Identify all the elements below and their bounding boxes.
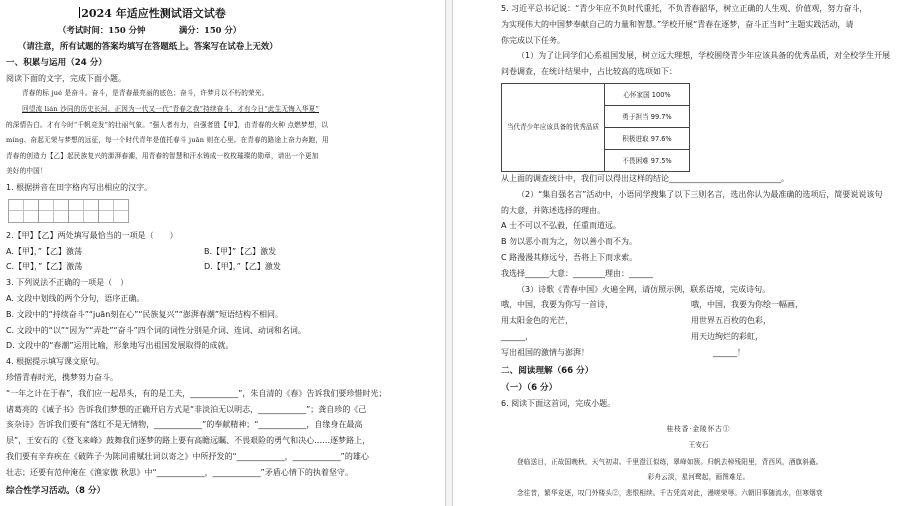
q4-line: “一年之计在于春”，我们应一起昂头，有的是工夫，____________”，朱自清的《春》告诉我们要珍惜时光； [6,388,387,398]
passage-line [6,105,439,114]
q5-2-line: （2）“集自强名言”活动中，小语同学搜集了以下三则名言，选出你认为最准确的选项后，简要说说该句 [517,189,883,199]
q2-option-d[interactable]: D.【甲】，”【乙】激发 [204,262,281,272]
question-2: 2.【甲】【乙】两处填写最恰当的一项是（ ） [6,230,178,240]
poem-title: 桂枝香·金陵怀古① [666,424,731,433]
poem-left: ______， [501,331,533,341]
q2-option-a[interactable]: A.【甲】，”【乙】激荡 [6,246,83,256]
q5-3-line: （3）诗歌《青春中国》火遍全网，请仿照示例，联系语境，完成诗句。 [517,284,771,294]
q2-options-row [6,262,439,272]
motto-b[interactable]: B 勿以恶小而为之，勿以善小而不为。 [501,237,638,247]
question-3: 3. 下列说法不正确的一项是（ ） [6,278,129,288]
question-4: 4. 根据提示填写课文原句。 [6,357,105,367]
poem-author: 王安石 [688,440,709,449]
survey-option: 心怀家国 100% [605,83,690,105]
poem-right: 用世界五百枚的色彩， [691,316,771,326]
tianzige-cell[interactable] [8,199,39,223]
passage-underlined: 回望流 lián 沙同的历史长河，正因为一代又一代“青春之我”持续奋斗，才有今日“此生无悔入华夏” [22,104,320,113]
survey-table [501,83,690,172]
passage-line: 的深情告白。才有今时“千帆竞发”的壮丽气象。“强人者有力，自强者胜【甲】，由青春的火种 点燃梦想，以 [6,120,329,129]
q4-line: 壮志；还要有范仲淹在《渔家傲 秋思》中“____________，____________”矛盾心情下的执着坚守。 [6,467,353,477]
section-heading-1: 一、积累与运用（24 分） [6,58,107,68]
exam-page-left [0,0,446,506]
q4-line: 亥杂诗》告诉我们要有“落红不是无情物，____________”的奉献精神；“____________，自缘身在最高 [6,420,363,430]
exam-notice: （请注意，所有试题的答案均填写在答题纸上。答案写在试卷上无效） [18,41,278,51]
passage-line: míng、奋起无荣与梦想的远征，每一个时代青年是值托春斗 juān 则在心里。在青春的路途上奋力奔跑，用 [6,136,329,145]
tianzige-cell[interactable] [98,199,129,223]
poem-body-line: 登临送目，正故国晚秋，天气初肃。千里澄江似练，翠峰如簇。归帆去棹残阳里，背西风，酒旗斜矗。 [517,457,823,466]
question-6: 6. 阅读下面这首词，完成小题。 [501,398,616,408]
poem-body-line: 彩舟云淡，星河鹭起，画图难足。 [647,473,750,482]
exam-page-right [452,0,900,506]
poem-right: 用天边绚烂的彩虹， [691,331,763,341]
exam-info: （考试时间：150 分钟 满分：150 分） [58,25,242,35]
survey-option: 积极进取 97.6% [605,127,690,149]
q4-lead: 珍惜青春时光，携梦努力奋斗。 [6,372,118,382]
motto-a[interactable]: A 士不可以不弘毅，任重而道远。 [501,221,622,231]
q4-line: 层”，王安石的《登飞来峰》鼓舞我们逐梦的路上要有高瞻远瞩、不畏艰险的勇气和决心……逐梦路上， [6,436,371,446]
survey-option: 勇于担当 99.7% [605,105,690,127]
q3-option-a[interactable]: A. 文段中划线的两个分句，语序正确。 [6,293,145,303]
section-heading-2: 二、阅读理解（66 分） [501,365,594,376]
section-heading-comprehensive: 综合性学习活动。（8 分） [6,485,106,496]
poem-left: 哦，中国，我要为你写一首诗， [501,300,613,310]
poem-left: 用太阳金色的光芒， [501,316,573,326]
poem-row [501,316,896,326]
q3-option-d[interactable]: D. 文段中的“春潮”运用比喻，形象地写出祖国发展取得的成就。 [6,341,234,351]
read-instruction: 阅读下面的文字，完成下面小题。 [6,73,126,83]
part-heading-1: （一）（6 分） [501,383,558,394]
q3-option-c[interactable]: C. 文段中的“以”“因为”“弄赴”“奋斗”四个词的词性分别是介词、连词、动词和名词。 [6,325,306,335]
survey-label: 当代青少年应该具备的优秀品质 [502,83,605,171]
poem-right: 哦，中国，我要为你绘一幅画， [691,300,803,310]
tianzige-grid[interactable] [8,199,439,223]
q3-option-b[interactable]: B. 文段中的“持续奋斗”“juān刻在心”“民族复兴”“澎湃春潮”短语结构不相同。 [6,309,283,319]
q5-intro-line: 为实现伟大的中国梦奉献自己的力量和智慧。”学校开展“青春在逐梦，奋斗正当时”主题实践活动，请 [501,19,854,29]
poem-end-left: 写出祖国的激情与澎湃！ [501,347,589,357]
passage-line: 青春的创造力【乙】起民族复兴的澎湃春潮，用青春的智慧和汗水铸成一枚枚璀璨的勋章，谱出一个更加 [6,151,319,160]
q2-option-c[interactable]: C.【甲】，”【乙】激荡 [6,262,83,272]
tianzige-cell[interactable] [68,199,99,223]
poem-end-right: ______！ [713,347,745,357]
choice-line: 我选择______大意：________理由：______ [501,268,653,278]
q2-option-b[interactable]: B.【甲】”【乙】激发 [204,246,277,256]
tianzige-cell[interactable] [38,199,69,223]
exam-title [6,5,439,21]
conclusion-line: 从上面的调查统计中，我们可以得出这样的结论____________________________。 [501,173,789,183]
q5-intro-line: 5. 习近平总书记说：“青少年应不负时代重托，不负青春韶华，树立正确的人生观、价值观，努力奋斗， [501,4,868,13]
q5-1-line: （1）为了让同学们心系祖国发展，树立远大理想，学校围绕青少年应该具备的优秀品质，对全校学生开展 [517,51,891,61]
poem-body-line: 念往昔，繁华竞逐，叹门外楼头②，悲恨相续。千古凭高对此，漫嗟荣辱。六朝旧事随流水，但寒烟衰 [517,488,823,497]
exam-title-text: 2024 年适应性测试语文试卷 [81,7,226,20]
poem-row [501,348,896,358]
q2-options-row [6,247,439,257]
motto-c[interactable]: C 路漫漫其修远兮，吾将上下而求索。 [501,252,638,262]
survey-option: 不畏困难 97.5% [605,149,690,171]
poem-row [501,300,896,310]
passage-line: 青春的标 jué 是奋斗。奋斗，是青春最亮丽的底色；奋斗，许梦月以不朽的荣光。 [22,89,269,98]
q5-intro-line: 你完成以下任务。 [501,35,565,45]
poem-row [501,332,896,342]
question-1: 1. 根据拼音在田字格内写出相应的汉字。 [6,182,153,192]
passage-line: 美好的中国！ [6,167,47,176]
q4-line: 诸葛亮的《诫子书》告诉我们梦想的正确开启方式是“非淡泊无以明志，____________”；龚自珍的《己 [6,404,367,414]
q5-2-line: 的大意，并陈述选择的理由。 [501,205,605,215]
q4-line: 我们要有辛弃疾在《破阵子·为陈同甫赋壮词以寄之》中所抒发的“____________，____________”的雄心 [6,451,369,461]
q5-1-line: 问卷调查，在统计结果中，占比较高的选项如下： [501,67,677,77]
